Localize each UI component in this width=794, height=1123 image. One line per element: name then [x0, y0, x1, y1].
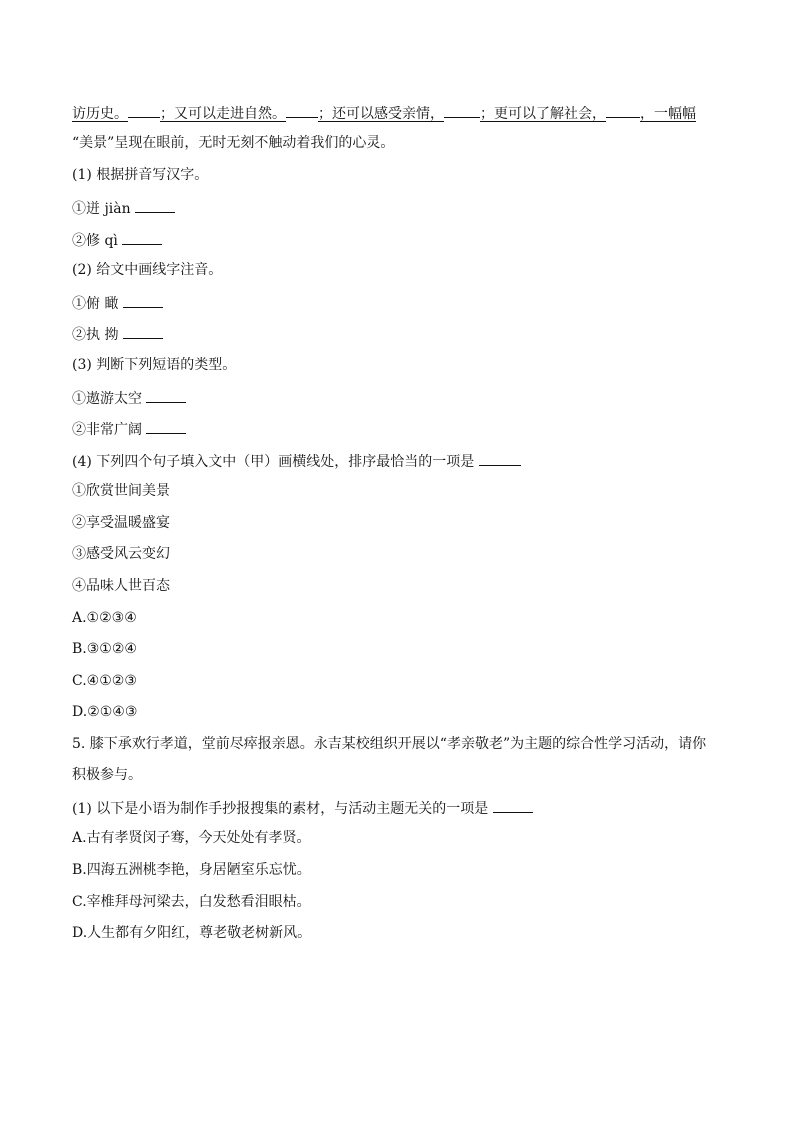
- question-1-title: (1) 根据拼音写汉字。: [72, 167, 209, 183]
- choice-c[interactable]: C.宰椎拜母河梁去，白发愁看泪眼枯。: [72, 894, 311, 910]
- choice-a[interactable]: A.①②③④: [72, 610, 137, 626]
- choice-d[interactable]: D.②①④③: [72, 704, 138, 720]
- fill-blank[interactable]: [128, 103, 160, 118]
- question-3-item-1: ①遨游太空: [72, 388, 186, 408]
- question-1-item-2: ②修 qì: [72, 230, 162, 250]
- passage-line-2: “美景”呈现在眼前，无时无刻不触动着我们的心灵。: [72, 135, 395, 151]
- question-5-1-title: (1) 以下是小语为制作手抄报搜集的素材，与活动主题无关的一项是: [72, 798, 533, 818]
- choice-b[interactable]: B.③①②④: [72, 641, 137, 657]
- answer-blank[interactable]: [146, 388, 186, 403]
- choice-d[interactable]: D.人生都有夕阳红，尊老敬老树新风。: [72, 925, 312, 941]
- choice-b[interactable]: B.四海五洲桃李艳，身居陋室乐忘忧。: [72, 862, 311, 878]
- answer-blank[interactable]: [122, 230, 162, 245]
- question-3-title: (3) 判断下列短语的类型。: [72, 357, 237, 373]
- passage-text: ；还可以感受亲情，: [318, 106, 444, 122]
- choice-a[interactable]: A.古有孝贤闵子骞，今天处处有孝贤。: [72, 830, 311, 846]
- answer-blank[interactable]: [123, 324, 163, 339]
- question-3-item-2: ②非常广阔: [72, 419, 186, 439]
- question-2-title: (2) 给文中画线字注音。: [72, 262, 223, 278]
- answer-blank[interactable]: [123, 293, 163, 308]
- question-1-item-1: ①迸 jiàn: [72, 198, 175, 218]
- fill-blank[interactable]: [606, 103, 640, 118]
- question-5-intro-cont: 积极参与。: [72, 767, 142, 783]
- question-4-title: (4) 下列四个句子填入文中（甲）画横线处，排序最恰当的一项是: [72, 451, 521, 471]
- fill-blank[interactable]: [444, 103, 480, 118]
- passage-text: ，一幅幅: [640, 106, 696, 122]
- fill-blank[interactable]: [286, 103, 318, 118]
- question-5-intro: 5. 膝下承欢行孝道，堂前尽瘁报亲恩。永吉某校组织开展以“孝亲敬老”为主题的综合性学习活动，请你: [72, 736, 707, 752]
- sentence-option-4: ④品味人世百态: [72, 578, 170, 594]
- sentence-option-2: ②享受温暖盛宴: [72, 515, 170, 531]
- choice-c[interactable]: C.④①②③: [72, 673, 137, 689]
- answer-blank[interactable]: [493, 798, 533, 813]
- passage-text: ；更可以了解社会，: [480, 106, 606, 122]
- passage-line-1: [72, 103, 696, 123]
- passage-text: 访历史。: [72, 106, 128, 122]
- answer-blank[interactable]: [479, 451, 521, 466]
- sentence-option-1: ①欣赏世间美景: [72, 483, 170, 499]
- answer-blank[interactable]: [135, 198, 175, 213]
- question-2-item-1: ①俯 瞰: [72, 293, 163, 313]
- question-2-item-2: ②执 拗: [72, 324, 163, 344]
- answer-blank[interactable]: [146, 419, 186, 434]
- sentence-option-3: ③感受风云变幻: [72, 546, 170, 562]
- passage-text: ；又可以走进自然。: [160, 106, 286, 122]
